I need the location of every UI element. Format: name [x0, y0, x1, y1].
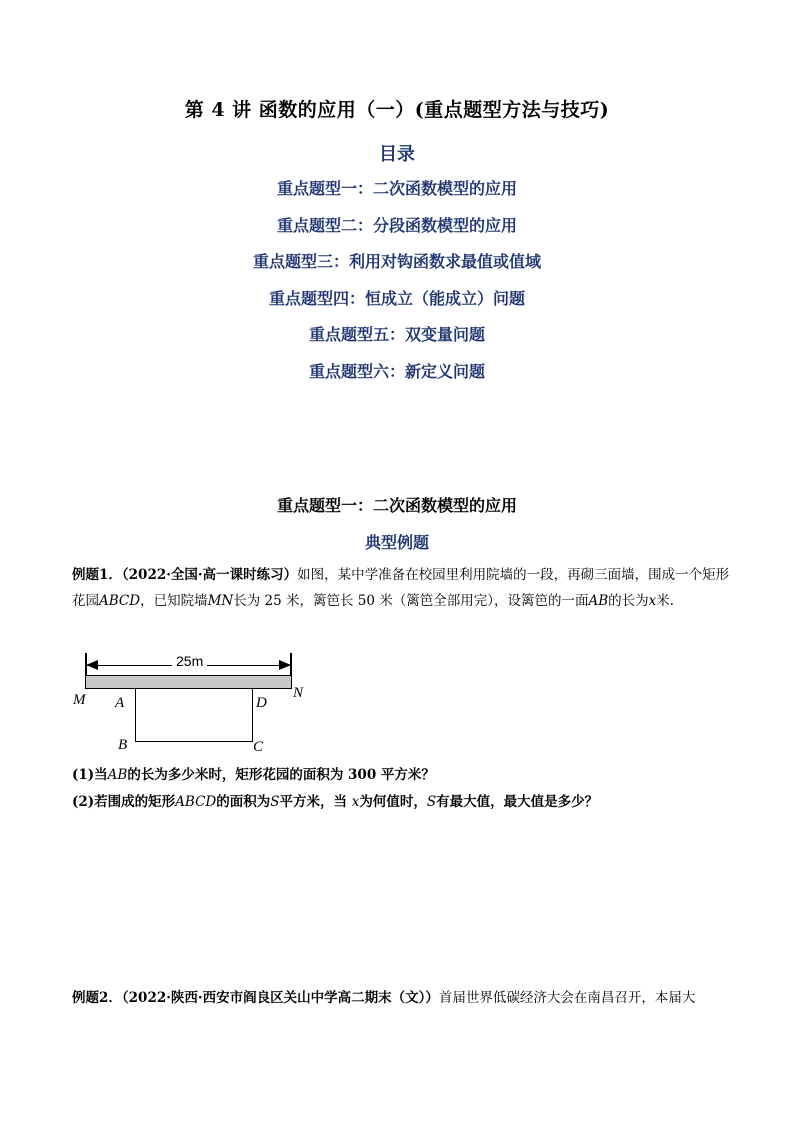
q2-var-s: S — [270, 794, 280, 810]
example-2-source: （2022·陕西·西安市阎良区关山中学高二期末（文）） — [121, 990, 439, 1006]
q1-var-ab: AB — [107, 767, 128, 783]
point-d: D — [256, 695, 267, 711]
table-of-contents — [0, 178, 794, 398]
example-1-text-1: 如图，某中学准备在校园里利用院墙的一段，再砌三面墙，围成一个矩形花园 — [72, 567, 730, 609]
arrow-right-icon — [279, 660, 291, 670]
q2-text-d: 为何值时， — [359, 794, 427, 810]
q2-text-b: 的面积为 — [216, 794, 271, 810]
q1-text-a: (1)当 — [72, 767, 108, 783]
q2-text-c: 平方米，当 — [279, 794, 352, 810]
var-ab: AB — [588, 593, 609, 609]
point-m: M — [73, 692, 86, 708]
example-1-label: 例题1． — [72, 567, 122, 583]
var-abcd: ABCD — [99, 593, 141, 609]
toc-item-5[interactable]: 重点题型五：双变量问题 — [308, 325, 485, 345]
example-1 — [72, 562, 732, 614]
section-title: 重点题型一：二次函数模型的应用 — [276, 496, 517, 515]
example-1-text-5: 米． — [656, 593, 684, 609]
q2-text-a: (2)若围成的矩形 — [72, 794, 176, 810]
point-b: B — [118, 737, 128, 753]
point-n: N — [293, 685, 304, 701]
question-2 — [72, 792, 732, 812]
fence-abcd — [135, 689, 253, 742]
section-subtitle: 典型例题 — [364, 533, 429, 552]
toc-item-3[interactable]: 重点题型三：利用对钩函数求最值或值域 — [252, 252, 541, 272]
q2-text-e: 有最大值，最大值是多少？ — [436, 794, 599, 810]
example-1-text-4: 的长为 — [608, 593, 649, 609]
q2-var-s2: S — [426, 794, 437, 810]
toc-item-1[interactable]: 重点题型一：二次函数模型的应用 — [276, 179, 517, 198]
q1-text-b: 的长为多少米时，矩形花园的面积为 300 平方米？ — [127, 767, 435, 783]
q2-var-abcd: ABCD — [175, 794, 217, 810]
q2-var-x: x — [351, 794, 360, 810]
var-mn: MN — [207, 593, 234, 609]
example-2 — [72, 985, 732, 1011]
point-c: C — [253, 739, 264, 755]
example-2-text: 首届世界低碳经济大会在南昌召开，本届大 — [438, 990, 696, 1006]
toc-item-4[interactable]: 重点题型四：恒成立（能成立）问题 — [268, 288, 525, 308]
example-1-text-2: ，已知院墙 — [140, 593, 208, 609]
dimension-label: 25m — [172, 653, 207, 669]
toc-heading: 目录 — [379, 144, 415, 165]
var-x: x — [648, 593, 657, 609]
wall-mn — [85, 675, 292, 689]
question-1 — [72, 765, 732, 785]
toc-item-2[interactable]: 重点题型二：分段函数模型的应用 — [276, 215, 517, 235]
example-1-source: （2022·全国·高一课时练习） — [121, 567, 298, 583]
example-2-label: 例题2． — [72, 990, 122, 1006]
page-title: 第 4 讲 函数的应用（一）(重点题型方法与技巧) — [184, 99, 610, 121]
garden-figure — [70, 645, 330, 760]
arrow-left-icon — [86, 660, 98, 670]
point-a: A — [115, 695, 125, 711]
example-1-text-3: 长为 25 米，篱笆长 50 米（篱笆全部用完），设篱笆的一面 — [233, 593, 589, 609]
toc-item-6[interactable]: 重点题型六：新定义问题 — [308, 361, 485, 381]
